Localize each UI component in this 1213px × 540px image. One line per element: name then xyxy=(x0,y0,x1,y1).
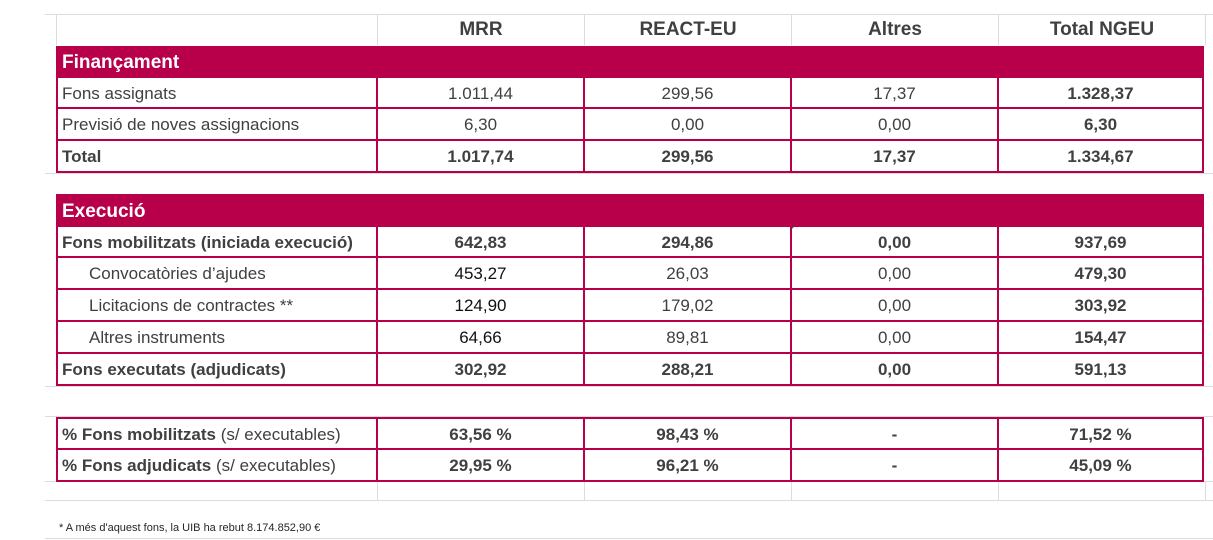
gridline xyxy=(1205,481,1206,500)
gridline xyxy=(45,538,1213,539)
section-header-financament xyxy=(56,46,1204,76)
section-title: Execució xyxy=(62,201,146,222)
row-label: Fons executats (adjudicats) xyxy=(56,354,378,386)
row-label: Fons assignats xyxy=(56,76,378,109)
row-label-bold: % Fons mobilitzats xyxy=(62,425,216,444)
cell-altres: 0,00 xyxy=(792,354,999,386)
section-title: Finançament xyxy=(62,52,180,73)
cell-react-eu: 26,03 xyxy=(585,258,792,290)
cell-altres: 0,00 xyxy=(792,225,999,258)
cell-mrr: 642,83 xyxy=(378,225,585,258)
cell-altres: 0,00 xyxy=(792,322,999,354)
table-row-altres-instruments xyxy=(56,322,1204,354)
gridline xyxy=(998,481,999,500)
cell-total-ngeu: 1.328,37 xyxy=(999,76,1204,109)
cell-altres: 17,37 xyxy=(792,76,999,109)
cell-mrr: 29,95 % xyxy=(378,450,585,482)
cell-altres: 0,00 xyxy=(792,290,999,322)
gridline xyxy=(45,386,1213,387)
gridline xyxy=(791,481,792,500)
cell-mrr: 63,56 % xyxy=(378,417,585,450)
gridline xyxy=(377,481,378,500)
cell-mrr: 453,27 xyxy=(378,258,585,290)
cell-total-ngeu: 1.334,67 xyxy=(999,141,1204,173)
column-header-altres: Altres xyxy=(868,19,922,40)
row-label: Previsió de noves assignacions xyxy=(56,109,378,141)
cell-total-ngeu: 479,30 xyxy=(999,258,1204,290)
gridline xyxy=(1205,14,1206,45)
cell-mrr: 302,92 xyxy=(378,354,585,386)
column-header-total-ngeu: Total NGEU xyxy=(1049,19,1155,40)
cell-altres: - xyxy=(792,450,999,482)
cell-react-eu: 98,43 % xyxy=(585,417,792,450)
cell-react-eu: 299,56 xyxy=(585,141,792,173)
table-row-fons-assignats xyxy=(56,76,1204,108)
gridline xyxy=(45,500,1213,501)
row-label: Convocatòries d’ajudes xyxy=(56,258,378,290)
row-label xyxy=(56,450,378,482)
table-row-fons-executats xyxy=(56,354,1204,386)
gridline xyxy=(56,14,57,45)
table-row-total xyxy=(56,141,1204,173)
cell-react-eu: 288,21 xyxy=(585,354,792,386)
cell-altres: 17,37 xyxy=(792,141,999,173)
footnote: * A més d'aquest fons, la UIB ha rebut 8.174.852,90 € xyxy=(59,522,321,534)
cell-mrr: 64,66 xyxy=(378,322,585,354)
table-row-pct-mobilitzats xyxy=(56,417,1204,449)
row-label: Licitacions de contractes ** xyxy=(56,290,378,322)
cell-mrr: 124,90 xyxy=(378,290,585,322)
cell-react-eu: 179,02 xyxy=(585,290,792,322)
gridline xyxy=(45,173,1213,174)
cell-total-ngeu: 303,92 xyxy=(999,290,1204,322)
cell-altres: 0,00 xyxy=(792,258,999,290)
cell-react-eu: 96,21 % xyxy=(585,450,792,482)
cell-total-ngeu: 154,47 xyxy=(999,322,1204,354)
cell-react-eu: 294,86 xyxy=(585,225,792,258)
column-header-mrr: MRR xyxy=(459,19,503,40)
table-row-pct-adjudicats xyxy=(56,450,1204,482)
row-label xyxy=(56,417,378,450)
cell-mrr: 6,30 xyxy=(378,109,585,141)
cell-altres: - xyxy=(792,417,999,450)
table-row-fons-mobilitzats xyxy=(56,225,1204,257)
section-header-execucio xyxy=(56,194,1204,225)
cell-total-ngeu: 6,30 xyxy=(999,109,1204,141)
row-label-suffix: (s/ executables) xyxy=(211,456,336,475)
cell-total-ngeu: 71,52 % xyxy=(999,417,1204,450)
gridline xyxy=(584,481,585,500)
row-label: Total xyxy=(56,141,378,173)
table-row-licitacions xyxy=(56,290,1204,322)
row-label: Altres instruments xyxy=(56,322,378,354)
cell-react-eu: 0,00 xyxy=(585,109,792,141)
table-row-previsio xyxy=(56,109,1204,141)
row-label: Fons mobilitzats (iniciada execució) xyxy=(56,225,378,258)
cell-altres: 0,00 xyxy=(792,109,999,141)
table-row-convocatories xyxy=(56,258,1204,290)
cell-total-ngeu: 45,09 % xyxy=(999,450,1204,482)
column-header-react-eu: REACT-EU xyxy=(639,19,737,40)
cell-total-ngeu: 937,69 xyxy=(999,225,1204,258)
cell-mrr: 1.011,44 xyxy=(378,76,585,109)
cell-react-eu: 89,81 xyxy=(585,322,792,354)
cell-mrr: 1.017,74 xyxy=(378,141,585,173)
row-label-suffix: (s/ executables) xyxy=(215,425,341,444)
cell-react-eu: 299,56 xyxy=(585,76,792,109)
row-label-bold: % Fons adjudicats xyxy=(62,456,212,475)
cell-total-ngeu: 591,13 xyxy=(999,354,1204,386)
